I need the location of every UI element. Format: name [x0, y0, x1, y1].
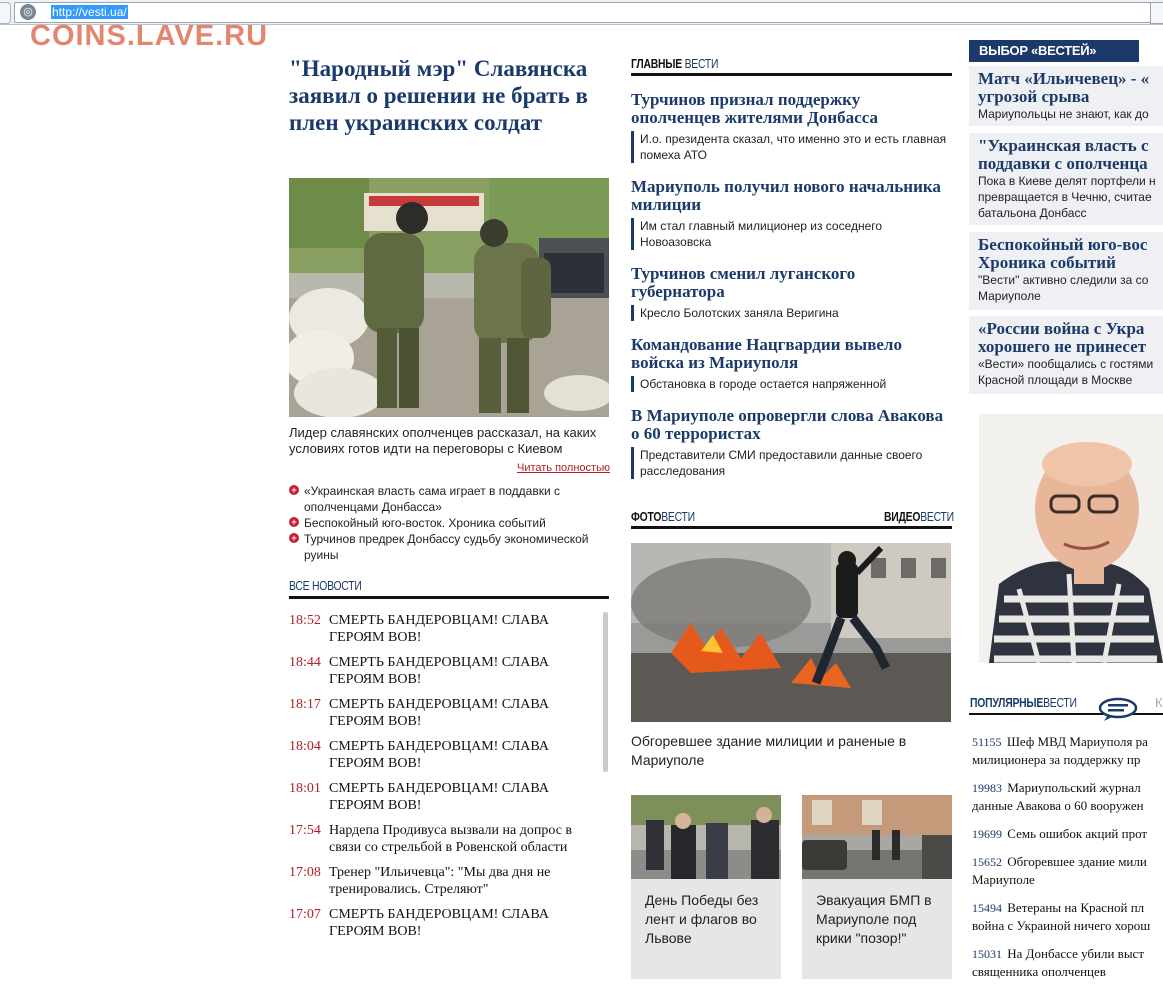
plus-icon: + — [289, 533, 299, 543]
choice-title-line2[interactable]: Хроника событий — [978, 253, 1116, 272]
news-item[interactable]: 18:44 СМЕРТЬ БАНДЕРОВЦАМ! СЛАВА ГЕРОЯМ ВОВ! — [289, 655, 549, 687]
editors-choice-heading: ВЫБОР «ВЕСТЕЙ» — [969, 40, 1139, 62]
choice-desc: "Вести" активно следили за со — [978, 273, 1149, 287]
main-news-heading[interactable]: ГЛАВНЫЕ ВЕСТИ — [631, 56, 719, 71]
story-desc: И.о. президента сказал, что именно это и есть главная помеха АТО — [631, 131, 951, 163]
photo-story-caption[interactable]: Обгоревшее здание милиции и раненые в Мариуполе — [631, 733, 907, 768]
comments-icon[interactable] — [1098, 697, 1138, 726]
choice-title[interactable]: Матч «Ильичевец» - « — [978, 69, 1150, 88]
news-item[interactable]: 17:54 Нардепа Продивуса вызвали на допрос в связи со стрельбой в Ровенской области — [289, 823, 573, 855]
popular-item[interactable]: 15494 Ветераны на Красной пл война с Украиной ничего хорош — [972, 900, 1151, 933]
photo-story-image[interactable] — [631, 543, 951, 722]
photo-thumb[interactable] — [802, 795, 952, 979]
choice-desc-line2: Красной площади в Москве — [978, 373, 1133, 387]
choice-item[interactable] — [969, 316, 1163, 394]
back-button[interactable] — [0, 2, 11, 24]
related-link[interactable]: + «Украинская власть сама играет в поддавки с ополченцами Донбасса» — [289, 483, 609, 515]
story-title[interactable]: Мариуполь получил нового начальника милиции — [631, 177, 941, 214]
popular-item[interactable]: 51155 Шеф МВД Мариуполя ра милиционера за поддержку пр — [972, 734, 1148, 767]
photo-thumb[interactable] — [631, 795, 781, 979]
choice-desc: Пока в Киеве делят портфели н — [978, 174, 1156, 188]
all-news-list — [289, 605, 599, 979]
popular-item[interactable]: 15652 Обгоревшее здание мили Мариуполе — [972, 854, 1147, 887]
divider — [631, 526, 952, 529]
news-item[interactable]: 17:08 Тренер "Ильичевца": "Мы два дня не тренировались. Стреляют" — [289, 865, 551, 897]
main-story[interactable] — [631, 336, 951, 392]
lead-caption: Лидер славянских ополченцев рассказал, на каких условиях готов идти на переговоры с Киевом — [289, 425, 597, 456]
main-story[interactable] — [631, 407, 951, 479]
choice-desc: «Вести» пообщались с гостями — [978, 357, 1154, 371]
popular-item[interactable]: 15031 На Донбассе убили выст священника ополченцев — [972, 946, 1145, 979]
watermark: COINS.LAVE.RU — [30, 20, 269, 52]
choice-desc-line2: Мариуполе — [978, 289, 1041, 303]
popular-item[interactable]: 19983 Мариупольский журнал данные Авакова о 60 вооружен — [972, 780, 1144, 813]
choice-title[interactable]: «России война с Укра — [978, 319, 1145, 338]
news-item[interactable]: 18:01 СМЕРТЬ БАНДЕРОВЦАМ! СЛАВА ГЕРОЯМ ВОВ! — [289, 781, 549, 813]
main-story[interactable] — [631, 91, 951, 163]
thumb-caption[interactable]: День Победы без лент и флагов во Львове — [645, 892, 759, 946]
news-item[interactable]: 18:52 СМЕРТЬ БАНДЕРОВЦАМ! СЛАВА ГЕРОЯМ ВОВ! — [289, 613, 549, 645]
main-story[interactable] — [631, 265, 951, 321]
choice-title[interactable]: "Украинская власть с — [978, 136, 1149, 155]
story-desc: Кресло Болотских заняла Веригина — [631, 305, 951, 321]
lead-photo[interactable] — [289, 178, 609, 417]
story-title[interactable]: Турчинов сменил луганского губернатора — [631, 264, 856, 301]
story-desc: Обстановка в городе остается напряженной — [631, 376, 951, 392]
plus-icon: + — [289, 517, 299, 527]
story-title[interactable]: Турчинов признал поддержку ополченцев жителями Донбасса — [631, 90, 878, 127]
read-more-link[interactable]: Читать полностью — [517, 462, 611, 474]
lead-headline[interactable]: "Народный мэр" Славянска заявил о решении не брать в плен украинских солдат — [289, 56, 588, 135]
news-item[interactable]: 18:04 СМЕРТЬ БАНДЕРОВЦАМ! СЛАВА ГЕРОЯМ ВОВ! — [289, 739, 549, 771]
go-button[interactable] — [1150, 2, 1163, 24]
related-links — [289, 483, 609, 563]
popular-tab-commented[interactable]: К — [1155, 695, 1163, 710]
popular-item[interactable]: 19699 Семь ошибок акций прот — [972, 826, 1148, 841]
choice-title-line2[interactable]: угрозой срыва — [978, 87, 1090, 106]
choice-item[interactable] — [969, 66, 1163, 126]
story-desc: Им стал главный милиционер из соседнего Новоазовска — [631, 218, 951, 250]
related-link[interactable]: + Турчинов предрек Донбассу судьбу экономической руины — [289, 531, 609, 563]
choice-title[interactable]: Беспокойный юго-вос — [978, 235, 1148, 254]
news-item[interactable]: 18:17 СМЕРТЬ БАНДЕРОВЦАМ! СЛАВА ГЕРОЯМ ВОВ! — [289, 697, 549, 729]
thumb-image[interactable] — [631, 795, 781, 879]
related-link[interactable]: + Беспокойный юго-восток. Хроника событий — [289, 515, 609, 531]
choice-title-line2[interactable]: хорошего не принесет — [978, 337, 1147, 356]
popular-list — [972, 733, 1163, 991]
video-news-heading[interactable]: ВИДЕОВЕСТИ — [884, 509, 954, 524]
story-title[interactable]: В Мариуполе опровергли слова Авакова о 60 террористах — [631, 406, 944, 443]
thumb-image[interactable] — [802, 795, 952, 879]
divider — [631, 73, 952, 76]
choice-item[interactable] — [969, 133, 1163, 225]
story-title[interactable]: Командование Нацгвардии вывело войска из Мариуполя — [631, 335, 902, 372]
thumb-caption[interactable]: Эвакуация БМП в Мариуполе под крики "позор!" — [816, 892, 932, 946]
choice-desc-line3: батальона Донбасс — [978, 206, 1087, 220]
choice-desc: Мариупольцы не знают, как до — [978, 107, 1149, 121]
choice-item[interactable] — [969, 232, 1163, 310]
globe-icon: ◎ — [20, 4, 36, 20]
news-item[interactable]: 17:07 СМЕРТЬ БАНДЕРОВЦАМ! СЛАВА ГЕРОЯМ ВОВ! — [289, 907, 549, 939]
popular-news-heading[interactable]: ПОПУЛЯРНЫЕВЕСТИ — [970, 695, 1077, 710]
choice-title-line2[interactable]: поддавки с ополченца — [978, 154, 1148, 173]
choice-desc-line2: превращается в Чечню, считае — [978, 190, 1152, 204]
divider — [289, 596, 609, 599]
plus-icon: + — [289, 485, 299, 495]
all-news-heading[interactable]: ВСЕ НОВОСТИ — [289, 578, 362, 593]
news-scrollbar[interactable] — [603, 612, 608, 772]
columnist-photo[interactable] — [979, 414, 1163, 663]
photo-news-heading[interactable]: ФОТОВЕСТИ — [631, 509, 695, 524]
main-story[interactable] — [631, 178, 951, 250]
url-text[interactable]: http://vesti.ua/ — [52, 5, 127, 19]
story-desc: Представители СМИ предоставили данные своего расследования — [631, 447, 951, 479]
